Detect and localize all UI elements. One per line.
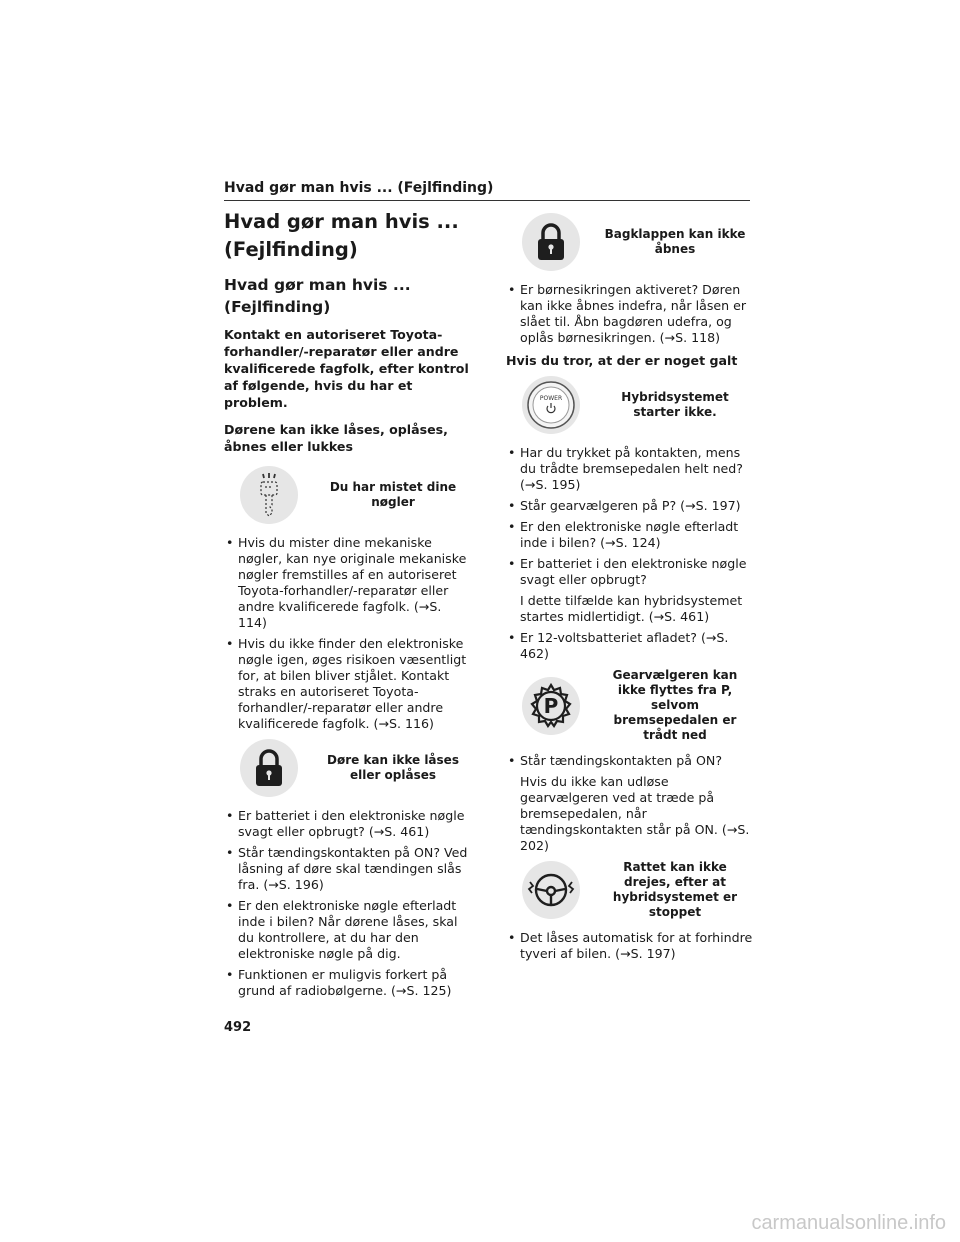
doors-section-title: Dørene kan ikke låses, oplåses, åbnes eller lukkes [224,422,448,454]
running-head: Hvad gør man hvis ... (Fejlfinding) [224,180,750,201]
list-item: • Hvis du mister dine mekaniske nøgler, kan nye originale mekaniske nøgler fremstilles af en autoriseret Toyota-forhandler/-reparatør eller andre kvalificerede fagfolk. (→S. 114) [224,535,474,631]
trunk-caption: Bagklappen kan ikke åbnes [604,227,746,256]
list-item: • Står tændingskontakten på ON? [506,753,756,769]
gear-caption: Gearvælgeren kan ikke flyttes fra P, selvom bremsepedalen er trådt ned [612,668,738,742]
list-item: • Er den elektroniske nøgle efterladt inde i bilen? (→S. 124) [506,519,756,551]
key-icon [239,465,299,525]
power-list [506,445,756,588]
left-column [224,208,474,1004]
battery-list [506,630,756,662]
list-item: • Er batteriet i den elektroniske nøgle svagt eller opbrugt? [506,556,756,588]
steering-wheel-icon [521,860,581,920]
list-item: • Står tændingskontakten på ON? Ved låsning af døre skal tændingen slås fra. (→S. 196) [224,845,474,893]
door-lock-row [224,738,474,798]
right-column [506,208,756,967]
door-lock-caption: Døre kan ikke låses eller oplåses [327,753,459,782]
padlock-icon [521,212,581,272]
lost-key-caption: Du har mistet dine nøgler [329,480,457,509]
list-item: • Står gearvælgeren på P? (→S. 197) [506,498,756,514]
section-subtitle: Hvad gør man hvis ... (Fejlfinding) [224,276,411,316]
page-title: Hvad gør man hvis ... (Fejlfinding) [224,210,459,261]
gear-row [506,668,756,743]
lost-key-row [224,465,474,525]
power-caption: Hybridsystemet starter ikke. [621,390,729,419]
lost-key-list [224,535,474,732]
gear-list [506,753,756,769]
intro-text: Kontakt en autoriseret Toyota-forhandler/-reparatør eller andre kvalificerede fagfolk, efter kontrol af følgende, hvis du har et problem. [224,327,469,410]
list-item: • Har du trykket på kontakten, mens du trådte bremsepedalen helt ned? (→S. 195) [506,445,756,493]
wheel-caption: Rattet kan ikke drejes, efter at hybridsystemet er stoppet [612,860,738,919]
watermark: carmanualsonline.info [751,1212,946,1234]
trunk-row [506,212,756,272]
power-button-icon [521,375,581,435]
list-item: • Funktionen er muligvis forkert på grund af radiobølgerne. (→S. 125) [224,967,474,999]
problem-section-title: Hvis du tror, at der er noget galt [506,353,738,368]
power-row [506,375,756,435]
power-note: I dette tilfælde kan hybridsystemet startes midlertidigt. (→S. 461) [520,593,743,624]
list-item: • Er den elektroniske nøgle efterladt inde i bilen? Når dørene låses, skal du kontrollere, at du har den elektroniske nøgle på dig. [224,898,474,962]
list-item: • Hvis du ikke finder den elektroniske nøgle igen, øges risikoen væsentligt for, at bilen bliver stjålet. Kontakt straks en autoriseret Toyota-forhandler/-reparatør eller andre kvalificerede fagfolk. (→S. 116) [224,636,474,732]
list-item: • Det låses automatisk for at forhindre tyveri af bilen. (→S. 197) [506,930,756,962]
power-label: POWER [539,395,563,402]
gear-p-icon [521,676,581,736]
list-item: • Er børnesikringen aktiveret? Døren kan ikke åbnes indefra, når låsen er slået til. Åbn bagdøren udefra, og oplås børnesikringen. (→S. 118) [506,282,756,346]
gear-letter: P [543,693,559,718]
list-item: • Er 12-voltsbatteriet afladet? (→S. 462) [506,630,756,662]
door-lock-list [224,808,474,999]
trunk-list [506,282,756,346]
padlock-icon [239,738,299,798]
page-number: 492 [224,1020,252,1035]
gear-note: Hvis du ikke kan udløse gearvælgeren ved at træde på bremsepedalen, når tændingskontakten står på ON. (→S. 202) [520,774,750,853]
list-item: • Er batteriet i den elektroniske nøgle svagt eller opbrugt? (→S. 461) [224,808,474,840]
wheel-row [506,860,756,920]
wheel-list [506,930,756,962]
